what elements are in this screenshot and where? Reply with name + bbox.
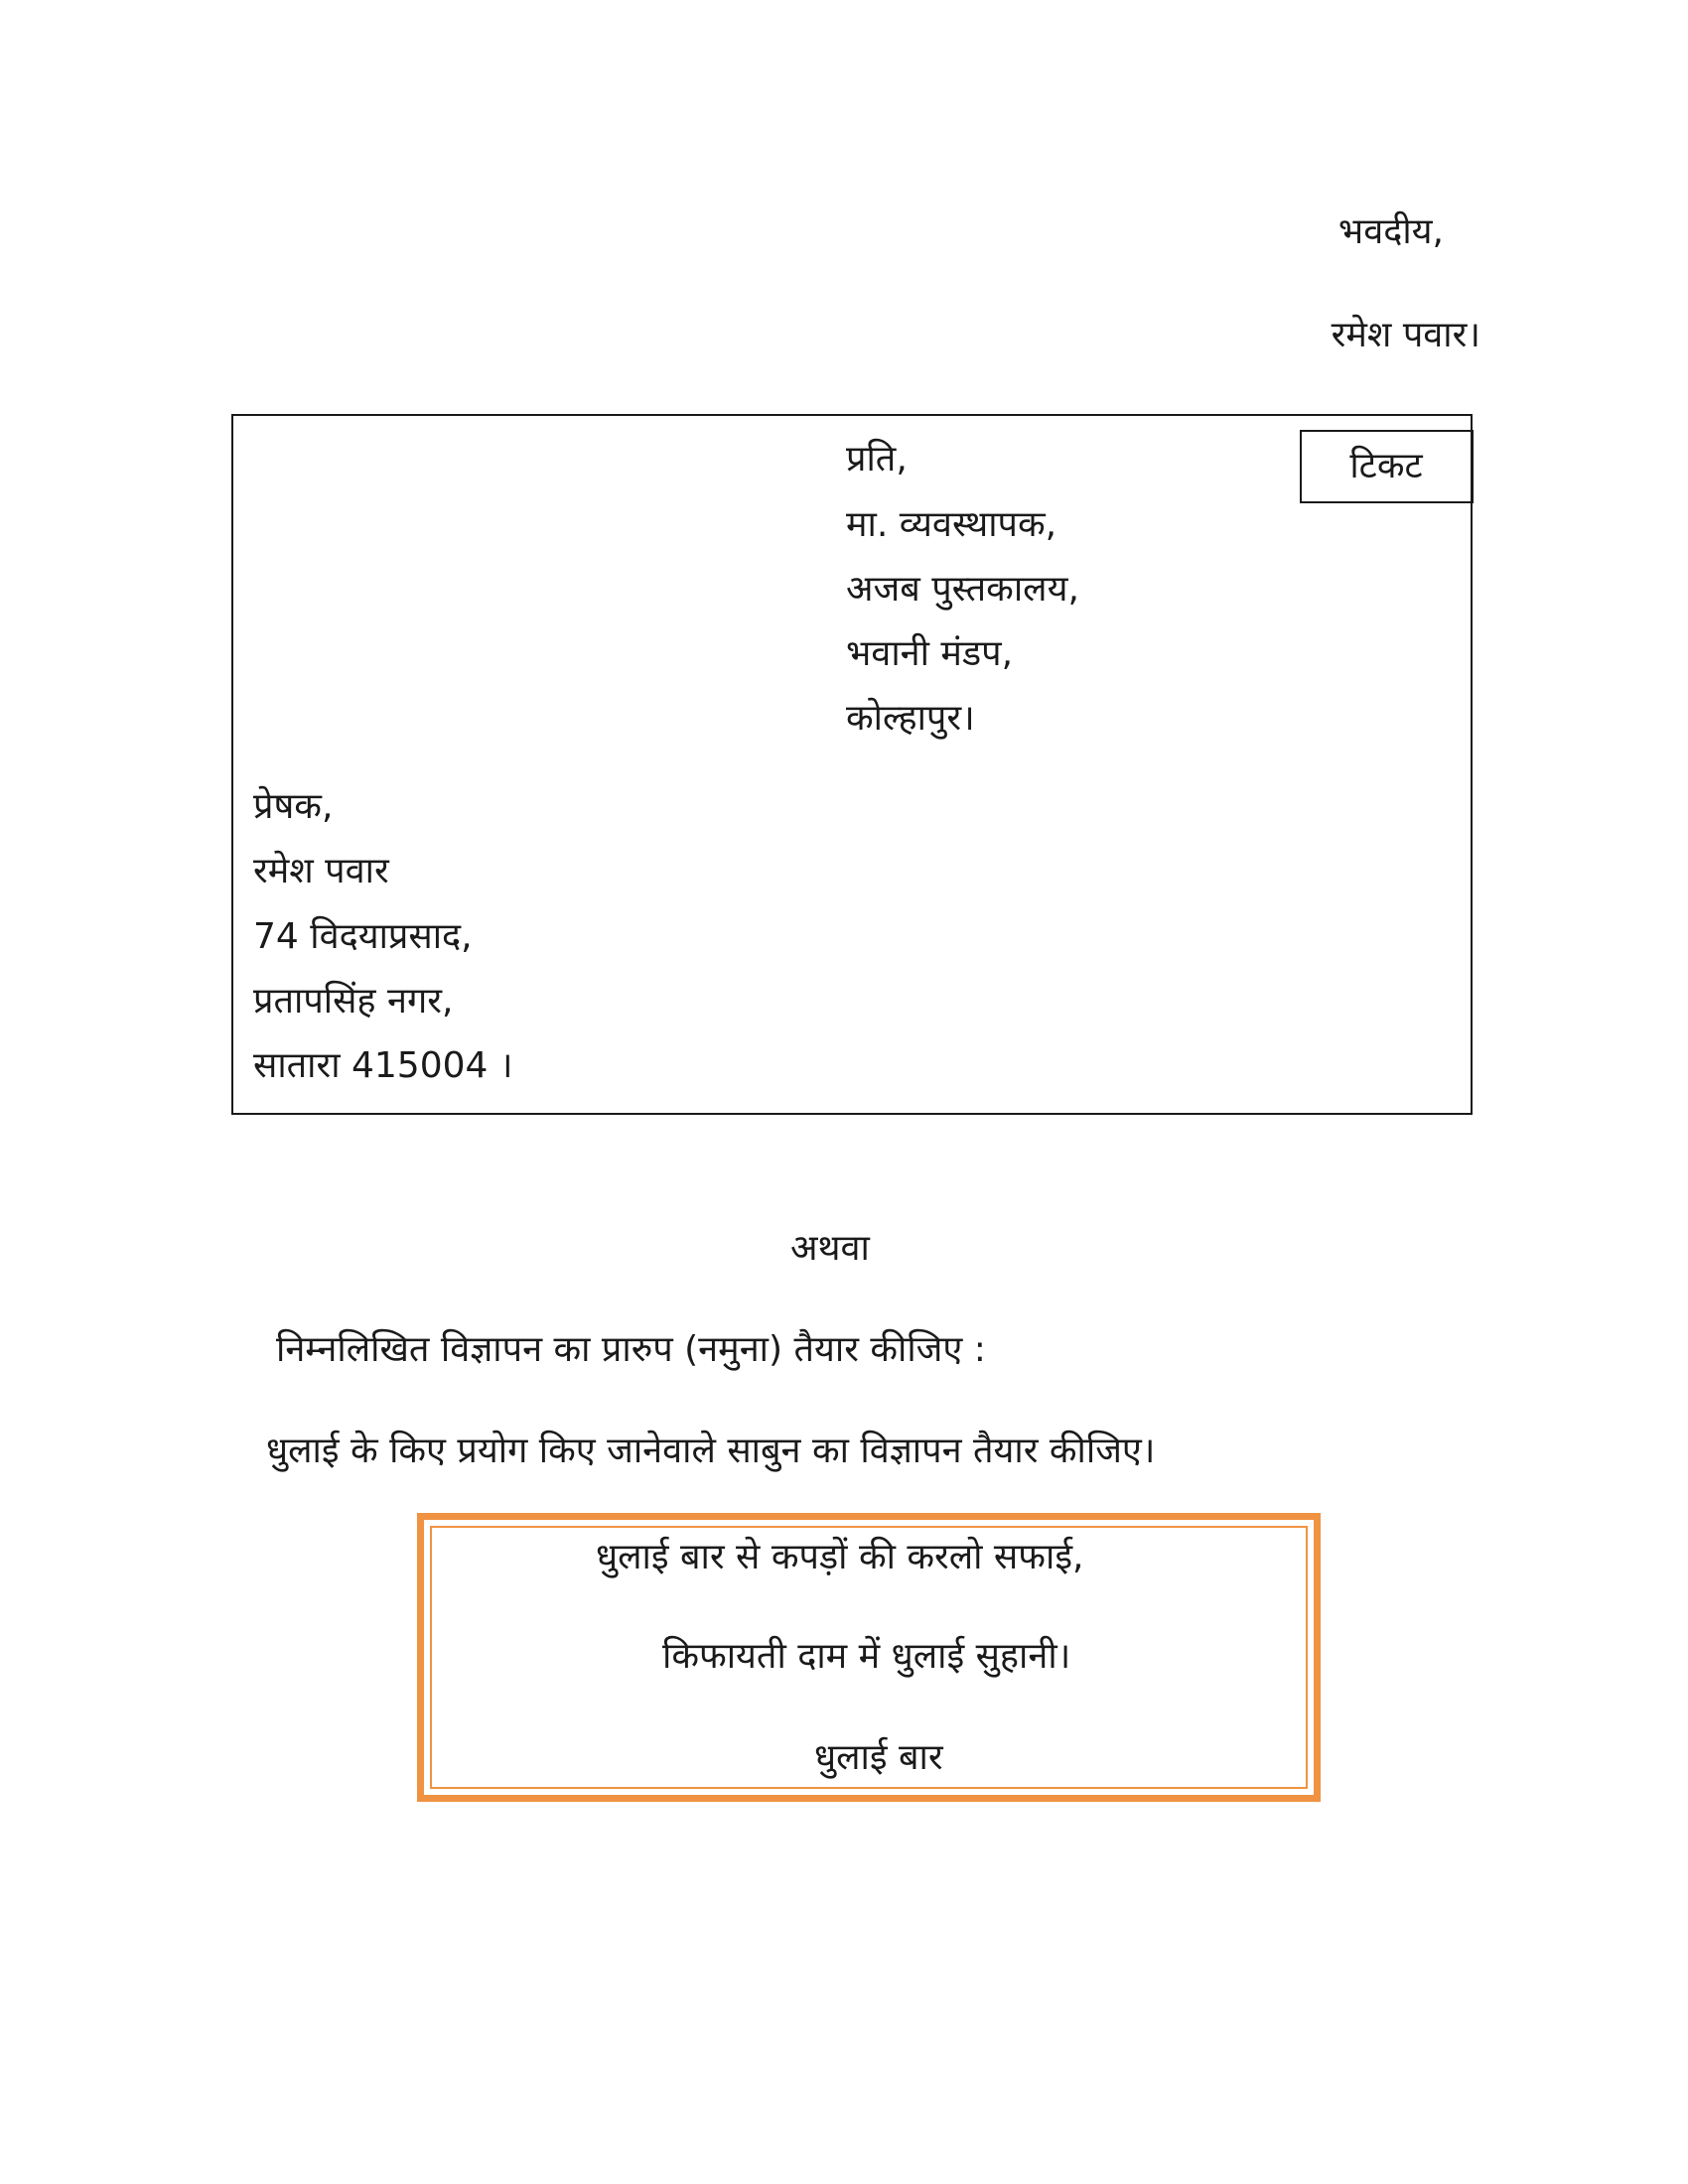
closing-name: रमेश पवार। [1331,315,1480,355]
stamp-box [1300,430,1474,503]
question-task: धुलाई के किए प्रयोग किए जानेवाले साबुन का विज्ञापन तैयार कीजिए। [266,1431,1156,1471]
ad-line-2: किफायती दाम में धुलाई सुहानी। [662,1636,1071,1677]
question-instruction: निम्नलिखित विज्ञापन का प्रारुप (नमुना) तैयार कीजिए : [276,1329,986,1370]
sender-line: सातारा 415004 । [253,1045,513,1086]
closing-salutation: भवदीय, [1337,211,1444,252]
recipient-line: भवानी मंडप, [846,633,1014,674]
sender-line: प्रतापसिंह नगर, [253,981,454,1022]
ad-brand: धुलाई बार [814,1737,943,1778]
ad-line-1: धुलाई बार से कपड़ों की करलो सफाई, [596,1537,1084,1577]
sender-line: प्रेषक, [253,786,334,827]
envelope [231,414,1473,1115]
recipient-line: मा. व्यवस्थापक, [846,504,1057,545]
sender-line: रमेश पवार [253,851,389,891]
recipient-line: प्रति, [846,439,908,479]
advertisement-box [417,1513,1321,1802]
sender-line: 74 विदयाप्रसाद, [253,916,473,957]
separator-text: अथवा [790,1228,870,1269]
recipient-line: कोल्हापुर। [846,698,975,739]
stamp-label: टिकट [1349,446,1423,486]
recipient-line: अजब पुस्तकालय, [846,569,1079,610]
